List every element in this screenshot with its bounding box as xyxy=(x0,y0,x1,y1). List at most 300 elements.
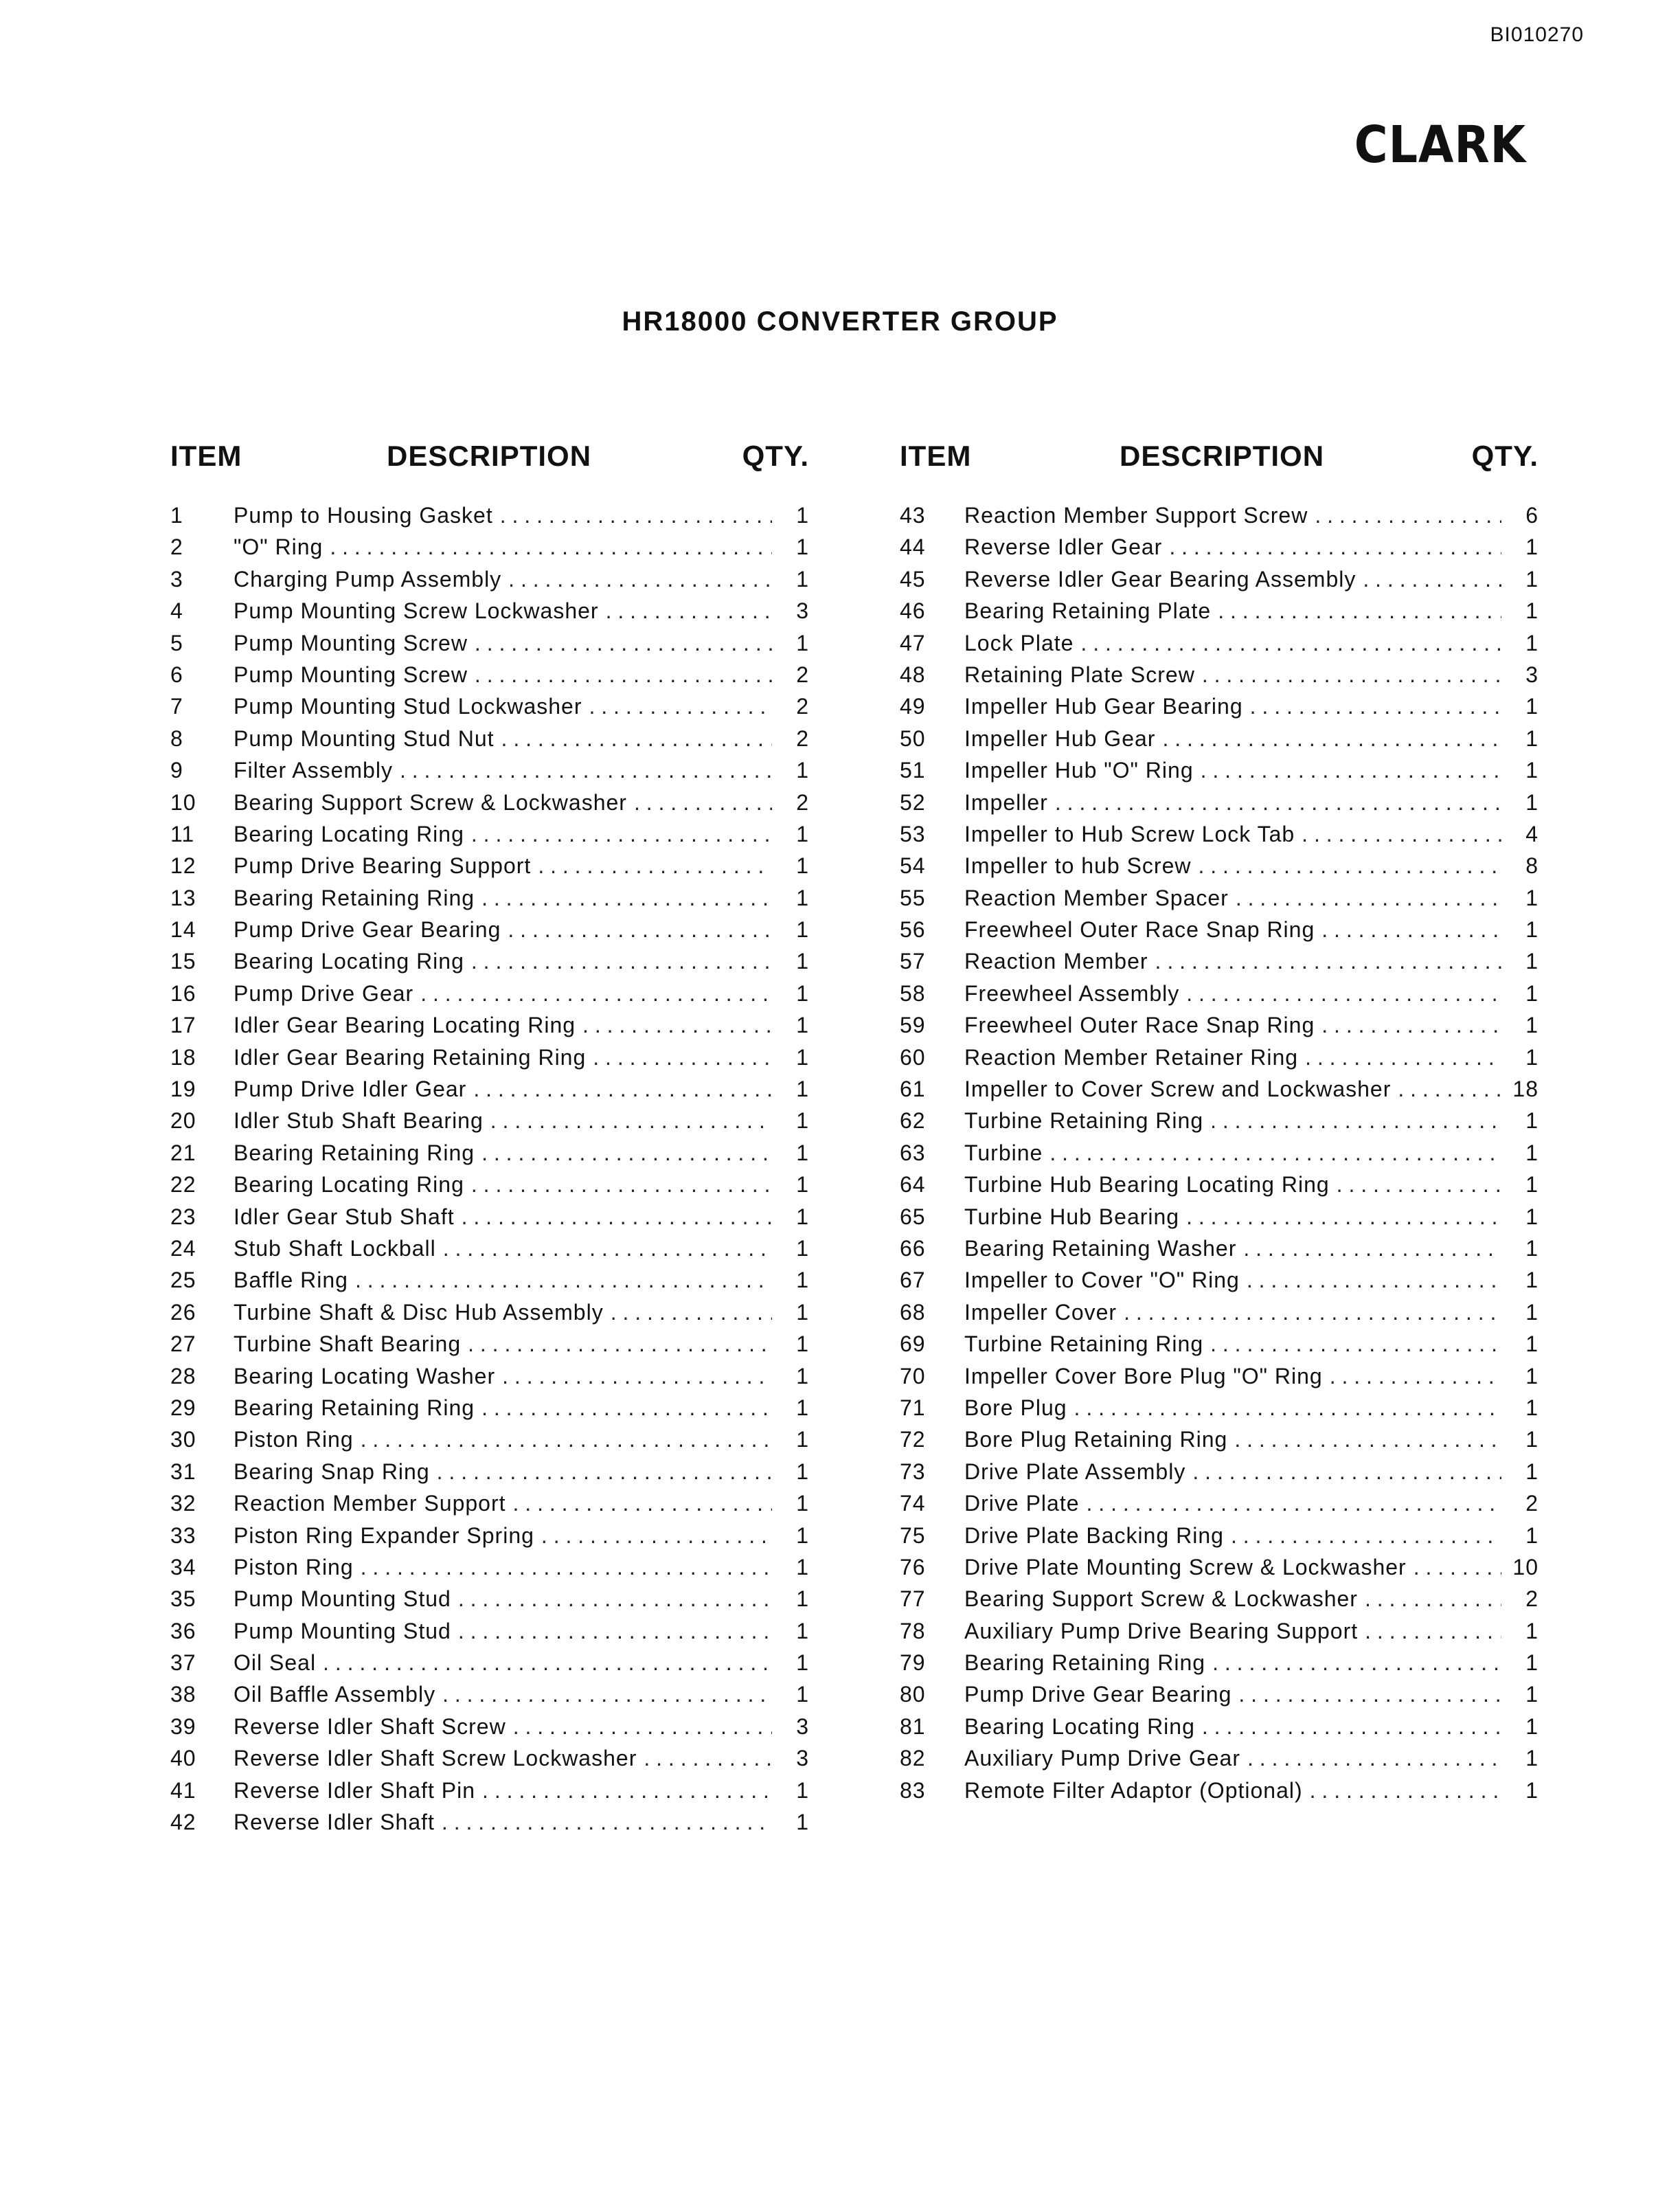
item-quantity: 1 xyxy=(796,1299,809,1325)
dot-leader xyxy=(442,1810,772,1835)
item-number: 14 xyxy=(170,917,196,943)
parts-row xyxy=(170,662,809,694)
dot-leader xyxy=(513,1714,772,1740)
parts-row xyxy=(170,1300,809,1331)
dot-leader xyxy=(1250,694,1501,719)
item-description: Reaction Member Retainer Ring xyxy=(964,1044,1299,1070)
dot-leader xyxy=(1155,949,1501,974)
parts-row xyxy=(170,1523,809,1555)
parts-row xyxy=(900,503,1539,535)
item-number: 73 xyxy=(900,1459,926,1484)
item-description: Oil Baffle Assembly xyxy=(234,1682,436,1707)
parts-row xyxy=(900,822,1539,853)
item-quantity: 1 xyxy=(1525,1235,1539,1261)
item-number: 58 xyxy=(900,980,926,1006)
item-quantity: 1 xyxy=(796,949,809,974)
item-description: Reverse Idler Gear Bearing Assembly xyxy=(964,566,1357,592)
dot-leader xyxy=(1414,1555,1501,1580)
parts-row xyxy=(900,535,1539,566)
item-description: Baffle Ring xyxy=(234,1268,348,1293)
item-quantity: 1 xyxy=(1525,1108,1539,1134)
parts-row xyxy=(170,1555,809,1586)
parts-row xyxy=(170,1491,809,1522)
item-quantity: 1 xyxy=(1525,694,1539,719)
item-quantity: 3 xyxy=(796,1713,809,1739)
item-number: 8 xyxy=(170,726,183,751)
item-quantity: 1 xyxy=(796,1235,809,1261)
item-description: Turbine Hub Bearing Locating Ring xyxy=(964,1172,1330,1197)
parts-row xyxy=(170,1364,809,1395)
item-description: Turbine Retaining Ring xyxy=(964,1331,1204,1357)
item-number: 47 xyxy=(900,630,926,655)
dot-leader xyxy=(593,1045,772,1070)
item-quantity: 1 xyxy=(796,1810,809,1835)
parts-row xyxy=(170,1172,809,1204)
item-number: 5 xyxy=(170,630,183,655)
dot-leader xyxy=(1202,1714,1501,1740)
item-description: Turbine Shaft & Disc Hub Assembly xyxy=(234,1299,604,1325)
item-description: Bearing Retaining Plate xyxy=(964,598,1212,624)
parts-row xyxy=(900,758,1539,789)
item-number: 68 xyxy=(900,1299,926,1325)
item-quantity: 1 xyxy=(796,1013,809,1038)
dot-leader xyxy=(1212,1650,1501,1676)
dot-leader xyxy=(490,1108,772,1134)
parts-row xyxy=(900,790,1539,822)
dot-leader xyxy=(481,1140,772,1166)
item-description: Drive Plate Assembly xyxy=(964,1459,1186,1484)
item-quantity: 1 xyxy=(796,630,809,655)
item-description: Reverse Idler Gear xyxy=(964,535,1163,560)
dot-leader xyxy=(1186,1204,1501,1230)
item-quantity: 1 xyxy=(796,1777,809,1803)
item-number: 31 xyxy=(170,1459,196,1484)
item-number: 52 xyxy=(900,789,926,815)
item-number: 66 xyxy=(900,1235,926,1261)
item-description: Turbine Retaining Ring xyxy=(964,1108,1204,1134)
parts-row xyxy=(900,1300,1539,1331)
item-quantity: 1 xyxy=(1525,726,1539,751)
dot-leader xyxy=(1192,1459,1501,1485)
item-description: Pump to Housing Gasket xyxy=(234,503,493,528)
parts-row xyxy=(170,1459,809,1491)
parts-row xyxy=(170,1013,809,1044)
dot-leader xyxy=(1363,567,1501,592)
parts-row xyxy=(900,1491,1539,1522)
item-description: Reaction Member Spacer xyxy=(964,885,1229,910)
dot-leader xyxy=(355,1268,772,1293)
parts-row xyxy=(170,726,809,758)
dot-leader xyxy=(1198,853,1501,879)
dot-leader xyxy=(508,567,772,592)
dot-leader xyxy=(1055,790,1501,816)
clark-logo: CLARK xyxy=(1354,115,1526,175)
item-number: 32 xyxy=(170,1491,196,1516)
item-quantity: 3 xyxy=(796,598,809,624)
item-quantity: 1 xyxy=(796,1204,809,1229)
item-number: 43 xyxy=(900,503,926,528)
item-number: 55 xyxy=(900,885,926,910)
item-description: Bearing Locating Ring xyxy=(234,949,464,974)
dot-leader xyxy=(502,1364,772,1389)
parts-row xyxy=(170,822,809,853)
parts-row xyxy=(170,535,809,566)
item-number: 57 xyxy=(900,949,926,974)
item-number: 13 xyxy=(170,885,196,910)
header-item: ITEM xyxy=(170,440,242,472)
item-quantity: 1 xyxy=(796,1650,809,1676)
item-number: 11 xyxy=(170,821,195,846)
parts-row xyxy=(170,694,809,726)
dot-leader xyxy=(1315,503,1501,528)
item-number: 2 xyxy=(170,535,183,560)
item-description: Reverse Idler Shaft Pin xyxy=(234,1777,476,1803)
item-description: Retaining Plate Screw xyxy=(964,662,1195,687)
item-quantity: 1 xyxy=(796,1077,809,1102)
item-description: Auxiliary Pump Drive Bearing Support xyxy=(964,1618,1359,1643)
parts-row xyxy=(900,1268,1539,1299)
parts-row xyxy=(900,981,1539,1013)
parts-row xyxy=(900,1555,1539,1586)
dot-leader xyxy=(1124,1300,1501,1325)
item-number: 24 xyxy=(170,1235,196,1261)
dot-leader xyxy=(361,1427,772,1452)
item-number: 1 xyxy=(170,503,183,528)
dot-leader xyxy=(513,1491,772,1516)
item-number: 21 xyxy=(170,1140,196,1165)
parts-row xyxy=(900,694,1539,726)
item-description: Idler Gear Bearing Locating Ring xyxy=(234,1013,576,1038)
dot-leader xyxy=(589,694,772,719)
item-description: Oil Seal xyxy=(234,1650,317,1676)
item-description: Idler Stub Shaft Bearing xyxy=(234,1108,484,1134)
item-number: 51 xyxy=(900,758,926,783)
item-description: Freewheel Outer Race Snap Ring xyxy=(964,1013,1315,1038)
parts-row xyxy=(170,1395,809,1427)
item-number: 76 xyxy=(900,1554,926,1579)
parts-row xyxy=(170,598,809,630)
item-number: 12 xyxy=(170,853,196,879)
item-description: Impeller to Cover "O" Ring xyxy=(964,1268,1240,1293)
item-quantity: 1 xyxy=(1525,980,1539,1006)
item-number: 4 xyxy=(170,598,183,624)
item-quantity: 1 xyxy=(1525,1522,1539,1548)
item-quantity: 1 xyxy=(1525,1713,1539,1739)
item-quantity: 1 xyxy=(1525,758,1539,783)
parts-row xyxy=(170,1236,809,1268)
item-description: "O" Ring xyxy=(234,535,323,560)
page-title: HR18000 CONVERTER GROUP xyxy=(622,306,1058,337)
dot-leader xyxy=(606,598,772,624)
item-number: 10 xyxy=(170,789,196,815)
item-quantity: 2 xyxy=(1525,1586,1539,1612)
item-quantity: 1 xyxy=(1525,1299,1539,1325)
dot-leader xyxy=(1247,1746,1501,1771)
item-number: 28 xyxy=(170,1363,196,1388)
item-description: Turbine Shaft Bearing xyxy=(234,1331,462,1357)
item-quantity: 1 xyxy=(1525,1427,1539,1452)
item-quantity: 1 xyxy=(796,1172,809,1197)
item-number: 70 xyxy=(900,1363,926,1388)
item-quantity: 1 xyxy=(796,1395,809,1420)
dot-leader xyxy=(1218,598,1501,624)
dot-leader xyxy=(1321,917,1501,943)
item-number: 18 xyxy=(170,1044,196,1070)
parts-row xyxy=(900,1013,1539,1044)
dot-leader xyxy=(468,1331,772,1357)
parts-row xyxy=(170,1778,809,1810)
dot-leader xyxy=(501,726,772,752)
item-description: Bearing Support Screw & Lockwasher xyxy=(964,1586,1358,1612)
dot-leader xyxy=(1201,758,1501,783)
parts-column-right xyxy=(900,440,1539,1810)
dot-leader xyxy=(1243,1236,1501,1261)
dot-leader xyxy=(1202,662,1501,688)
dot-leader xyxy=(443,1236,772,1261)
dot-leader xyxy=(1074,1395,1501,1421)
item-description: Idler Gear Stub Shaft xyxy=(234,1204,455,1229)
item-description: Pump Drive Idler Gear xyxy=(234,1077,467,1102)
item-description: Bearing Retaining Ring xyxy=(234,1395,475,1420)
dot-leader xyxy=(1337,1172,1501,1197)
parts-row xyxy=(900,631,1539,662)
item-quantity: 1 xyxy=(1525,1268,1539,1293)
item-description: Pump Mounting Stud xyxy=(234,1586,451,1612)
parts-column-left xyxy=(170,440,809,1841)
item-number: 77 xyxy=(900,1586,926,1612)
item-description: Reverse Idler Shaft Screw Lockwasher xyxy=(234,1746,637,1771)
item-description: Reverse Idler Shaft xyxy=(234,1810,435,1835)
item-description: Bearing Retaining Washer xyxy=(964,1235,1237,1261)
item-description: Bearing Retaining Ring xyxy=(234,1140,475,1165)
item-description: Bearing Snap Ring xyxy=(234,1459,430,1484)
item-number: 27 xyxy=(170,1331,196,1357)
parts-row xyxy=(900,1682,1539,1713)
item-number: 7 xyxy=(170,694,183,719)
item-number: 37 xyxy=(170,1650,196,1676)
header-description: DESCRIPTION xyxy=(387,440,592,472)
document-id: BI010270 xyxy=(1490,23,1584,46)
parts-row xyxy=(900,1172,1539,1204)
parts-row xyxy=(900,726,1539,758)
dot-leader xyxy=(475,631,772,656)
item-description: Impeller to hub Screw xyxy=(964,853,1192,879)
item-number: 45 xyxy=(900,566,926,592)
item-quantity: 4 xyxy=(1525,821,1539,846)
dot-leader xyxy=(538,853,772,879)
item-quantity: 1 xyxy=(796,566,809,592)
item-description: Bearing Support Screw & Lockwasher xyxy=(234,789,627,815)
item-quantity: 1 xyxy=(796,1363,809,1388)
item-number: 48 xyxy=(900,662,926,687)
dot-leader xyxy=(582,1013,772,1038)
item-description: Drive Plate Backing Ring xyxy=(964,1522,1224,1548)
item-description: Lock Plate xyxy=(964,630,1074,655)
dot-leader xyxy=(473,1077,772,1102)
parts-row xyxy=(170,1045,809,1077)
item-quantity: 8 xyxy=(1525,853,1539,879)
dot-leader xyxy=(1330,1364,1501,1389)
parts-row xyxy=(170,949,809,980)
item-number: 38 xyxy=(170,1682,196,1707)
dot-leader xyxy=(1321,1013,1501,1038)
parts-list-left xyxy=(170,503,809,1841)
item-number: 60 xyxy=(900,1044,926,1070)
parts-row xyxy=(900,1714,1539,1746)
item-quantity: 1 xyxy=(1525,1682,1539,1707)
header-qty: QTY. xyxy=(742,440,809,472)
parts-list-right xyxy=(900,503,1539,1810)
parts-row xyxy=(900,1619,1539,1650)
item-number: 64 xyxy=(900,1172,926,1197)
dot-leader xyxy=(442,1682,772,1707)
parts-row xyxy=(170,1746,809,1777)
item-quantity: 1 xyxy=(1525,1650,1539,1676)
dot-leader xyxy=(541,1523,772,1549)
item-quantity: 1 xyxy=(796,1108,809,1134)
item-description: Pump Mounting Stud Nut xyxy=(234,726,495,751)
dot-leader xyxy=(437,1459,772,1485)
dot-leader xyxy=(1305,1045,1501,1070)
item-quantity: 10 xyxy=(1512,1554,1539,1579)
item-quantity: 1 xyxy=(1525,1140,1539,1165)
item-number: 59 xyxy=(900,1013,926,1038)
item-number: 61 xyxy=(900,1077,926,1102)
item-number: 62 xyxy=(900,1108,926,1134)
parts-row xyxy=(170,758,809,789)
dot-leader xyxy=(458,1619,772,1644)
item-number: 78 xyxy=(900,1618,926,1643)
item-quantity: 2 xyxy=(1525,1491,1539,1516)
item-number: 26 xyxy=(170,1299,196,1325)
item-number: 39 xyxy=(170,1713,196,1739)
dot-leader xyxy=(1238,1682,1501,1707)
parts-row xyxy=(170,981,809,1013)
item-description: Bearing Locating Ring xyxy=(234,821,464,846)
item-number: 23 xyxy=(170,1204,196,1229)
item-number: 6 xyxy=(170,662,183,687)
dot-leader xyxy=(475,662,772,688)
item-number: 36 xyxy=(170,1618,196,1643)
item-number: 33 xyxy=(170,1522,196,1548)
item-number: 50 xyxy=(900,726,926,751)
item-quantity: 1 xyxy=(796,1682,809,1707)
dot-leader xyxy=(634,790,772,816)
item-description: Impeller to Cover Screw and Lockwasher xyxy=(964,1077,1392,1102)
item-number: 83 xyxy=(900,1777,926,1803)
item-quantity: 1 xyxy=(796,1268,809,1293)
item-quantity: 1 xyxy=(796,758,809,783)
parts-row xyxy=(900,1331,1539,1363)
item-quantity: 1 xyxy=(1525,1746,1539,1771)
item-number: 41 xyxy=(170,1777,196,1803)
parts-row xyxy=(170,1140,809,1172)
parts-row xyxy=(170,1586,809,1618)
item-quantity: 1 xyxy=(796,1331,809,1357)
item-description: Auxiliary Pump Drive Gear xyxy=(964,1746,1240,1771)
dot-leader xyxy=(1398,1077,1501,1102)
parts-row xyxy=(900,1427,1539,1459)
item-quantity: 18 xyxy=(1512,1077,1539,1102)
item-description: Drive Plate xyxy=(964,1491,1080,1516)
item-quantity: 1 xyxy=(1525,1363,1539,1388)
item-quantity: 1 xyxy=(796,1459,809,1484)
parts-row xyxy=(170,567,809,598)
parts-row xyxy=(900,662,1539,694)
item-description: Idler Gear Bearing Retaining Ring xyxy=(234,1044,587,1070)
item-quantity: 1 xyxy=(796,535,809,560)
item-quantity: 1 xyxy=(796,1044,809,1070)
item-quantity: 1 xyxy=(1525,1459,1539,1484)
column-header-row xyxy=(900,440,1539,495)
item-description: Stub Shaft Lockball xyxy=(234,1235,436,1261)
item-quantity: 1 xyxy=(1525,949,1539,974)
dot-leader xyxy=(1049,1140,1501,1166)
item-description: Impeller Hub Gear xyxy=(964,726,1156,751)
item-description: Pump Drive Gear xyxy=(234,980,414,1006)
item-description: Turbine Hub Bearing xyxy=(964,1204,1180,1229)
item-quantity: 1 xyxy=(796,917,809,943)
item-description: Impeller Cover xyxy=(964,1299,1117,1325)
parts-row xyxy=(900,1140,1539,1172)
item-description: Reverse Idler Shaft Screw xyxy=(234,1713,506,1739)
item-number: 81 xyxy=(900,1713,926,1739)
item-description: Freewheel Outer Race Snap Ring xyxy=(964,917,1315,943)
parts-row xyxy=(170,1619,809,1650)
dot-leader xyxy=(400,758,772,783)
item-number: 19 xyxy=(170,1077,196,1102)
parts-row xyxy=(900,886,1539,917)
parts-row xyxy=(170,503,809,535)
parts-row xyxy=(900,1650,1539,1682)
item-description: Piston Ring xyxy=(234,1427,354,1452)
item-description: Charging Pump Assembly xyxy=(234,566,502,592)
item-quantity: 3 xyxy=(796,1746,809,1771)
item-description: Pump Mounting Screw xyxy=(234,630,468,655)
header-description: DESCRIPTION xyxy=(1120,440,1325,472)
item-number: 74 xyxy=(900,1491,926,1516)
item-quantity: 1 xyxy=(796,1586,809,1612)
parts-row xyxy=(170,1714,809,1746)
item-quantity: 1 xyxy=(1525,566,1539,592)
item-description: Bearing Locating Ring xyxy=(964,1713,1195,1739)
dot-leader xyxy=(361,1555,772,1580)
item-quantity: 1 xyxy=(796,885,809,910)
parts-row xyxy=(900,917,1539,949)
dot-leader xyxy=(420,981,772,1006)
item-quantity: 1 xyxy=(796,1522,809,1548)
parts-row xyxy=(170,1204,809,1236)
item-quantity: 1 xyxy=(796,1491,809,1516)
parts-row xyxy=(170,1427,809,1459)
item-description: Bore Plug Retaining Ring xyxy=(964,1427,1228,1452)
item-number: 67 xyxy=(900,1268,926,1293)
dot-leader xyxy=(1087,1491,1502,1516)
item-number: 35 xyxy=(170,1586,196,1612)
dot-leader xyxy=(481,886,772,911)
item-quantity: 6 xyxy=(1525,503,1539,528)
item-description: Impeller xyxy=(964,789,1048,815)
dot-leader xyxy=(458,1586,772,1612)
header-item: ITEM xyxy=(900,440,972,472)
item-description: Piston Ring xyxy=(234,1554,354,1579)
item-number: 54 xyxy=(900,853,926,879)
item-quantity: 1 xyxy=(796,1427,809,1452)
item-number: 53 xyxy=(900,821,926,846)
item-number: 46 xyxy=(900,598,926,624)
dot-leader xyxy=(1169,535,1501,560)
item-description: Pump Drive Gear Bearing xyxy=(234,917,501,943)
